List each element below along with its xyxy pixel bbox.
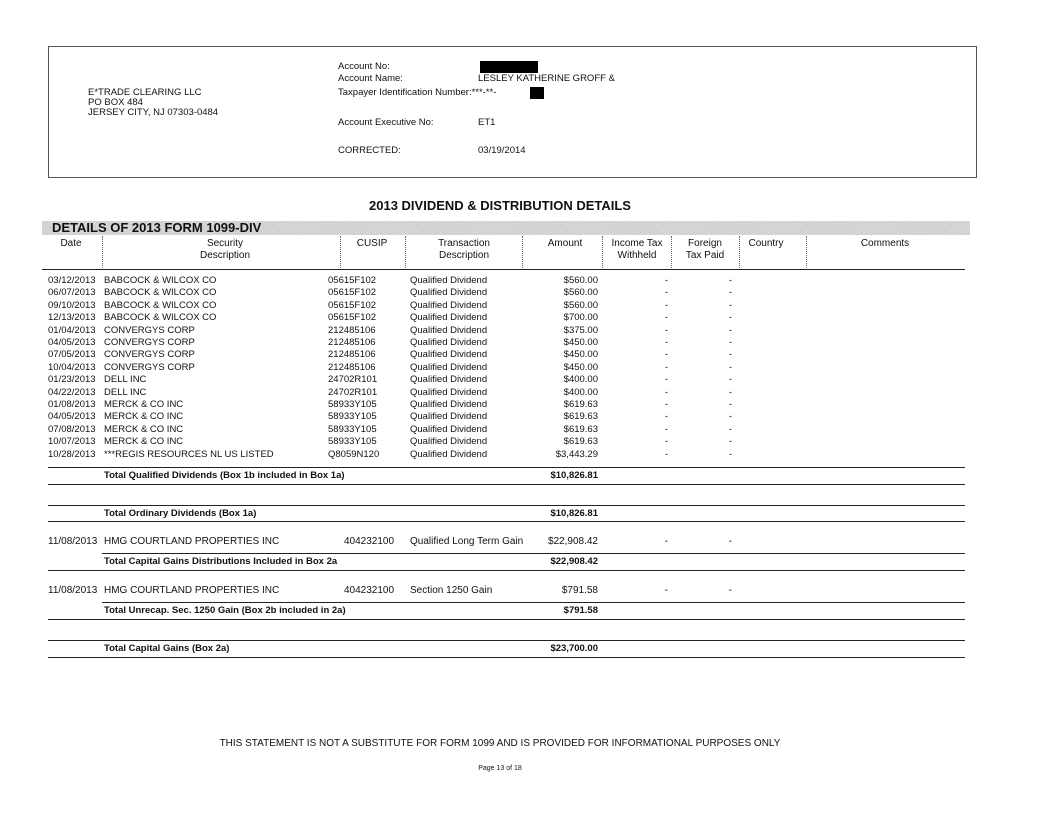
payer-po-box: PO BOX 484	[88, 97, 143, 108]
header-rule	[42, 269, 965, 270]
row-date: 04/05/2013	[48, 337, 96, 348]
redacted-account-no	[480, 61, 538, 73]
row-cusip: 404232100	[344, 585, 395, 596]
total-capgain-value: $23,700.00	[550, 643, 598, 654]
total-unrecap-value: $791.58	[563, 605, 598, 616]
row-amount: $560.00	[563, 287, 598, 299]
col-comments: Comments	[860, 238, 910, 249]
payer-name: E*TRADE CLEARING LLC	[88, 87, 202, 98]
row-income-tax: -	[664, 287, 668, 299]
col-security	[110, 238, 340, 262]
row-income-tax: -	[664, 349, 668, 361]
total-capgain-dist-label: Total Capital Gains Distributions Included in Box 2a	[104, 556, 338, 567]
row-foreign-tax: -	[728, 299, 732, 311]
account-name: LESLEY KATHERINE GROFF &	[478, 73, 615, 84]
row-transaction: Qualified Dividend	[410, 337, 488, 348]
row-cusip: 58933Y105	[328, 436, 377, 448]
total-qualified-label: Total Qualified Dividends (Box 1b included in Box 1a)	[104, 470, 345, 481]
row-cusip: 212485106	[328, 324, 376, 336]
row-date: 07/05/2013	[48, 349, 96, 361]
col-transaction-line2: Description	[438, 250, 490, 261]
divider	[671, 236, 672, 268]
row-security: HMG COURTLAND PROPERTIES INC	[104, 536, 280, 547]
col-income-tax-line1: Income Tax	[611, 238, 663, 249]
row-cusip: 404232100	[344, 536, 395, 547]
col-transaction-line1: Transaction	[438, 238, 490, 249]
row-date: 10/28/2013	[48, 448, 96, 460]
page-title: 2013 DIVIDEND & DISTRIBUTION DETAILS	[369, 198, 631, 213]
col-income-tax	[604, 238, 670, 262]
divider	[102, 236, 103, 268]
row-date: 09/10/2013	[48, 299, 96, 311]
redacted-tin	[530, 87, 544, 99]
rule	[48, 570, 965, 571]
row-income-tax: -	[664, 361, 668, 373]
row-amount: $619.63	[563, 436, 598, 448]
row-transaction: Section 1250 Gain	[410, 585, 493, 596]
rule	[48, 619, 965, 620]
row-amount: $400.00	[563, 374, 598, 386]
total-capgain-dist-value: $22,908.42	[550, 556, 598, 567]
col-amount: Amount	[547, 238, 583, 249]
row-cusip: 58933Y105	[328, 423, 377, 435]
row-amount: $375.00	[563, 324, 598, 336]
total-qualified-value: $10,826.81	[550, 470, 598, 481]
payer-address	[88, 88, 218, 118]
row-security: MERCK & CO INC	[104, 411, 184, 423]
exec-label: Account Executive No:	[338, 117, 434, 128]
row-date: 06/07/2013	[48, 287, 96, 299]
row-transaction: Qualified Dividend	[410, 312, 488, 324]
row-cusip: 05615F102	[328, 275, 377, 286]
row-transaction: Qualified Dividend	[410, 386, 488, 398]
tin-label: Taxpayer Identification Number:	[338, 87, 472, 98]
row-amount: $619.63	[563, 399, 598, 410]
row-amount: $450.00	[563, 337, 598, 348]
row-amount: $560.00	[563, 299, 598, 311]
row-foreign-tax: -	[728, 436, 732, 448]
rule	[48, 657, 965, 658]
row-security: DELL INC	[104, 374, 147, 386]
row-cusip: 05615F102	[328, 299, 377, 311]
row-date: 04/05/2013	[48, 411, 96, 423]
row-cusip: 212485106	[328, 361, 376, 373]
row-transaction: Qualified Dividend	[410, 399, 488, 410]
row-amount: $400.00	[563, 386, 598, 398]
rule	[48, 467, 965, 468]
divider	[602, 236, 603, 268]
row-cusip: 58933Y105	[328, 411, 377, 423]
col-income-tax-line2: Withheld	[617, 250, 657, 261]
col-security-line2: Description	[199, 250, 251, 261]
row-transaction: Qualified Dividend	[410, 411, 488, 423]
row-amount: $791.58	[561, 585, 598, 596]
account-no-label: Account No:	[338, 61, 390, 72]
row-foreign-tax: -	[728, 287, 732, 299]
row-security: MERCK & CO INC	[104, 423, 184, 435]
row-transaction: Qualified Dividend	[410, 423, 488, 435]
row-foreign-tax: -	[728, 448, 732, 460]
payer-city: JERSEY CITY, NJ 07303-0484	[88, 107, 219, 118]
row-income-tax: -	[664, 436, 668, 448]
section-band	[42, 221, 970, 235]
total-unrecap-label: Total Unrecap. Sec. 1250 Gain (Box 2b included in 2a)	[104, 605, 346, 616]
row-transaction: Qualified Dividend	[410, 448, 488, 460]
row-foreign-tax: -	[728, 361, 732, 373]
row-security: CONVERGYS CORP	[104, 361, 195, 373]
row-foreign-tax: -	[728, 411, 732, 423]
row-cusip: 212485106	[328, 337, 376, 348]
row-date: 11/08/2013	[48, 536, 98, 547]
rule	[102, 602, 965, 603]
row-transaction: Qualified Dividend	[410, 275, 488, 286]
account-name-label: Account Name:	[338, 73, 403, 84]
row-income-tax: -	[664, 337, 668, 348]
row-date: 01/04/2013	[48, 324, 96, 336]
row-income-tax: -	[664, 536, 668, 547]
row-income-tax: -	[664, 423, 668, 435]
row-income-tax: -	[664, 585, 668, 596]
divider	[739, 236, 740, 268]
row-date: 07/08/2013	[48, 423, 96, 435]
divider	[806, 236, 807, 268]
divider	[405, 236, 406, 268]
section-title: DETAILS OF 2013 FORM 1099-DIV	[52, 220, 262, 235]
row-income-tax: -	[664, 312, 668, 324]
row-transaction: Qualified Dividend	[410, 299, 488, 311]
exec-value: ET1	[478, 117, 496, 128]
row-security: CONVERGYS CORP	[104, 324, 195, 336]
col-foreign-tax-line2: Tax Paid	[685, 250, 725, 261]
row-security: ***REGIS RESOURCES NL US LISTED	[104, 448, 274, 460]
col-date: Date	[60, 238, 82, 249]
row-amount: $450.00	[563, 349, 598, 361]
rule	[48, 505, 965, 506]
corrected-date: 03/19/2014	[478, 145, 526, 156]
tin-row	[338, 88, 496, 99]
row-amount: $619.63	[563, 411, 598, 423]
row-date: 03/12/2013	[48, 275, 96, 286]
row-date: 10/04/2013	[48, 361, 96, 373]
row-foreign-tax: -	[728, 312, 732, 324]
row-transaction: Qualified Dividend	[410, 374, 488, 386]
row-transaction: Qualified Dividend	[410, 324, 488, 336]
rule	[48, 640, 965, 641]
disclaimer: THIS STATEMENT IS NOT A SUBSTITUTE FOR FORM 1099 AND IS PROVIDED FOR INFORMATIONAL PURPOSES ONLY	[219, 738, 781, 749]
row-income-tax: -	[664, 299, 668, 311]
row-security: BABCOCK & WILCOX CO	[104, 275, 217, 286]
col-foreign-tax-line1: Foreign	[688, 238, 722, 249]
row-security: BABCOCK & WILCOX CO	[104, 299, 217, 311]
col-country: Country	[748, 238, 784, 249]
row-cusip: 05615F102	[328, 312, 377, 324]
row-amount: $22,908.42	[547, 536, 598, 547]
row-income-tax: -	[664, 374, 668, 386]
row-amount: $700.00	[563, 312, 598, 324]
row-transaction: Qualified Dividend	[410, 361, 488, 373]
row-income-tax: -	[664, 411, 668, 423]
row-foreign-tax: -	[728, 337, 732, 348]
row-amount: $619.63	[563, 423, 598, 435]
divider	[340, 236, 341, 268]
rule	[48, 484, 965, 485]
row-income-tax: -	[664, 324, 668, 336]
row-date: 01/23/2013	[48, 374, 96, 386]
row-date: 11/08/2013	[48, 585, 98, 596]
row-cusip: 58933Y105	[328, 399, 377, 410]
rule	[48, 521, 965, 522]
row-foreign-tax: -	[728, 374, 732, 386]
tin-value: ***-**-	[471, 87, 497, 98]
row-cusip: 24702R101	[328, 374, 378, 386]
col-cusip: CUSIP	[356, 238, 388, 249]
row-foreign-tax: -	[728, 349, 732, 361]
row-date: 01/08/2013	[48, 399, 96, 410]
row-foreign-tax: -	[728, 585, 732, 596]
row-security: MERCK & CO INC	[104, 436, 184, 448]
row-security: DELL INC	[104, 386, 147, 398]
row-security: MERCK & CO INC	[104, 399, 184, 410]
total-ordinary-label: Total Ordinary Dividends (Box 1a)	[104, 508, 257, 519]
row-security: HMG COURTLAND PROPERTIES INC	[104, 585, 280, 596]
row-security: CONVERGYS CORP	[104, 337, 195, 348]
row-cusip: Q8059N120	[328, 448, 380, 460]
col-transaction	[408, 238, 520, 262]
row-security: BABCOCK & WILCOX CO	[104, 287, 217, 299]
row-cusip: 212485106	[328, 349, 376, 361]
row-date: 12/13/2013	[48, 312, 96, 324]
row-income-tax: -	[664, 448, 668, 460]
total-ordinary-value: $10,826.81	[550, 508, 598, 519]
total-capgain-label: Total Capital Gains (Box 2a)	[104, 643, 230, 654]
row-foreign-tax: -	[728, 275, 732, 286]
row-date: 10/07/2013	[48, 436, 96, 448]
rule	[102, 553, 965, 554]
row-amount: $3,443.29	[555, 448, 598, 460]
page-number: Page 13 of 18	[478, 765, 522, 772]
row-date: 04/22/2013	[48, 386, 96, 398]
row-cusip: 05615F102	[328, 287, 377, 299]
row-foreign-tax: -	[728, 423, 732, 435]
row-amount: $450.00	[563, 361, 598, 373]
corrected-label: CORRECTED:	[338, 145, 401, 156]
row-transaction: Qualified Dividend	[410, 287, 488, 299]
col-security-line1: Security	[206, 238, 244, 249]
row-foreign-tax: -	[728, 536, 732, 547]
row-income-tax: -	[664, 275, 668, 286]
row-foreign-tax: -	[728, 386, 732, 398]
row-transaction: Qualified Dividend	[410, 436, 488, 448]
row-foreign-tax: -	[728, 399, 732, 410]
row-income-tax: -	[664, 386, 668, 398]
row-security: BABCOCK & WILCOX CO	[104, 312, 217, 324]
row-cusip: 24702R101	[328, 386, 378, 398]
col-foreign-tax	[674, 238, 736, 262]
divider	[522, 236, 523, 268]
row-transaction: Qualified Long Term Gain	[410, 536, 524, 547]
row-transaction: Qualified Dividend	[410, 349, 488, 361]
row-amount: $560.00	[563, 275, 598, 286]
row-income-tax: -	[664, 399, 668, 410]
row-security: CONVERGYS CORP	[104, 349, 195, 361]
row-foreign-tax: -	[728, 324, 732, 336]
